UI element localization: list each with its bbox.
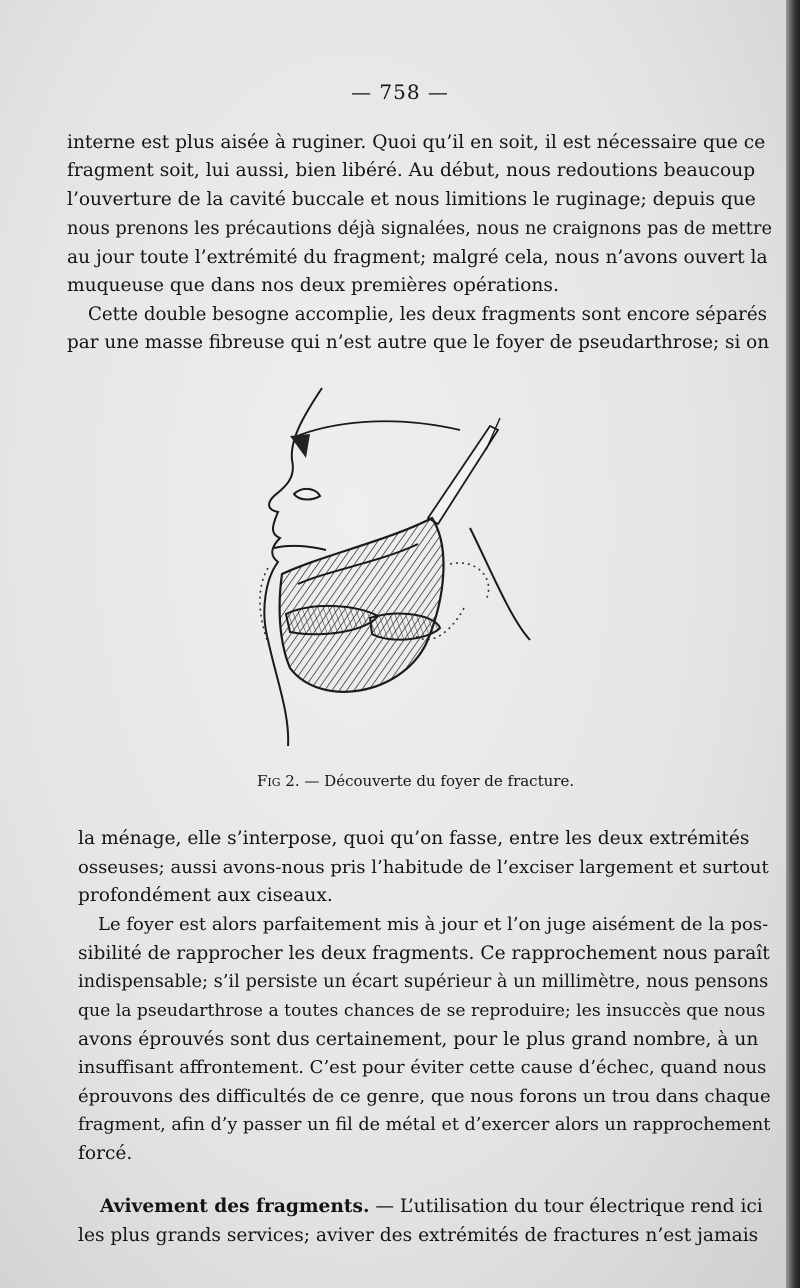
text-line: fragment soit, lui aussi, bien libéré. Au début, nous redoutions beaucoup — [67, 160, 756, 181]
section-heading-line — [100, 1194, 763, 1220]
text-line: les plus grands services; aviver des extrémités de fractures n’est jamais — [78, 1225, 759, 1246]
text-line: muqueuse que dans nos deux premières opérations. — [67, 275, 559, 296]
text-line: éprouvons des difficultés de ce genre, que nous forons un trou dans chaque — [78, 1086, 771, 1107]
text-line: — L’utilisation du tour électrique rend ici — [369, 1196, 763, 1217]
figure-label: Fig 2. — [257, 772, 300, 790]
surgical-jaw-illustration-icon — [250, 378, 580, 758]
figure-caption — [257, 772, 574, 790]
text-line: l’ouverture de la cavité buccale et nous limitions le ruginage; depuis que — [67, 189, 756, 210]
text-line: la ménage, elle s’interpose, quoi qu’on fasse, entre les deux extrémités — [78, 828, 750, 849]
text-line: indispensable; s’il persiste un écart supérieur à un millimètre, nous pensons — [78, 971, 769, 992]
text-line: forcé. — [78, 1143, 133, 1164]
page-number: — 758 — — [351, 80, 449, 104]
text-line: par une masse fibreuse qui n’est autre que le foyer de pseudarthrose; si on — [67, 332, 770, 353]
text-line: insuffisant affrontement. C’est pour éviter cette cause d’échec, quand nous — [78, 1057, 767, 1078]
text-line: fragment, afin d’y passer un fil de métal et d’exercer alors un rapprochement — [78, 1115, 771, 1135]
text-line: avons éprouvés sont dus certainement, pour le plus grand nombre, à un — [78, 1029, 759, 1050]
text-line: que la pseudarthrose a toutes chances de se reproduire; les insuccès que nous — [78, 1001, 766, 1021]
book-spine-shadow — [786, 0, 800, 1288]
text-line: nous prenons les précautions déjà signalées, nous ne craignons pas de mettre — [67, 218, 772, 239]
text-line: sibilité de rapprocher les deux fragments. Ce rapprochement nous paraît — [78, 943, 770, 964]
text-line: au jour toute l’extrémité du fragment; malgré cela, nous n’avons ouvert la — [67, 247, 768, 268]
text-line: Le foyer est alors parfaitement mis à jour et l’on juge aisément de la pos- — [98, 914, 769, 935]
text-line: profondément aux ciseaux. — [78, 885, 333, 906]
figure-caption-text: — Découverte du foyer de fracture. — [304, 772, 575, 790]
text-line: Cette double besogne accomplie, les deux fragments sont encore séparés — [88, 304, 767, 325]
text-line: osseuses; aussi avons-nous pris l’habitude de l’exciser largement et surtout — [78, 857, 769, 878]
section-heading: Avivement des fragments. — [100, 1196, 370, 1217]
text-line: interne est plus aisée à ruginer. Quoi qu’il en soit, il est nécessaire que ce — [67, 132, 766, 153]
